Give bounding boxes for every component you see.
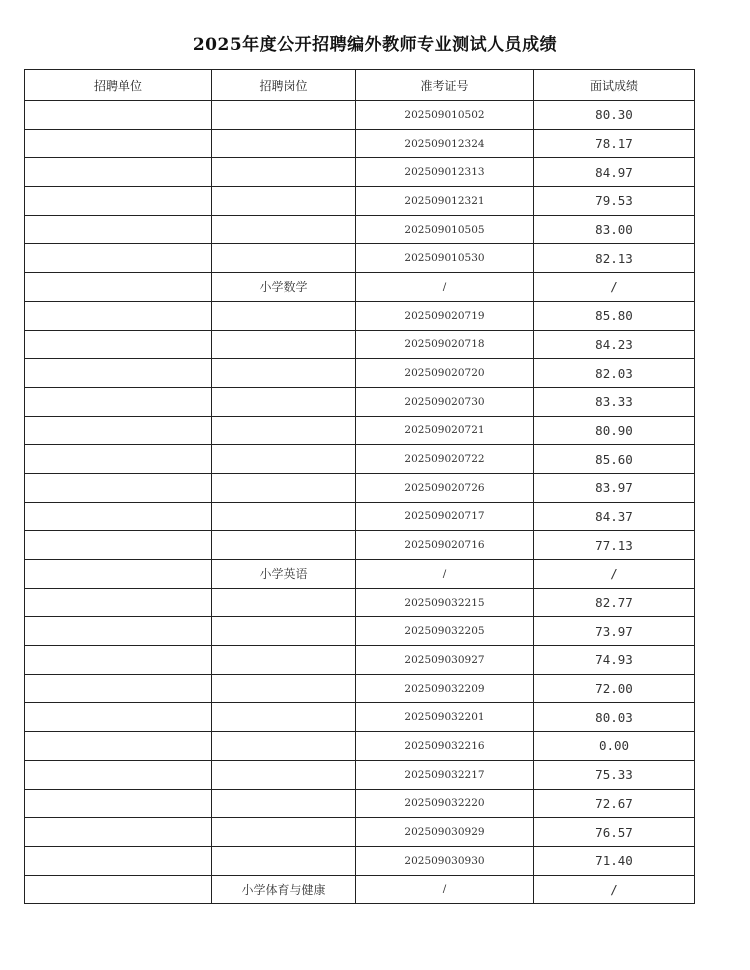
table-row xyxy=(25,129,695,158)
score-cell: 80.03 xyxy=(534,703,695,732)
post-cell xyxy=(212,760,356,789)
exam-number-cell: 202509020719 xyxy=(356,301,534,330)
header-interview-score: 面试成绩 xyxy=(534,70,695,101)
score-cell: 79.53 xyxy=(534,187,695,216)
exam-number-cell: 202509032205 xyxy=(356,617,534,646)
table-row xyxy=(25,502,695,531)
header-recruiting-post: 招聘岗位 xyxy=(212,70,356,101)
exam-number-cell: 202509012321 xyxy=(356,187,534,216)
unit-cell xyxy=(25,445,212,474)
table-row xyxy=(25,818,695,847)
header-exam-number: 准考证号 xyxy=(356,70,534,101)
post-cell xyxy=(212,158,356,187)
table-row xyxy=(25,531,695,560)
post-cell xyxy=(212,129,356,158)
table-row xyxy=(25,273,695,302)
exam-number-cell: 202509010505 xyxy=(356,215,534,244)
unit-cell xyxy=(25,560,212,589)
table-row xyxy=(25,646,695,675)
exam-number-cell: / xyxy=(356,875,534,904)
table-body xyxy=(25,101,695,904)
exam-number-cell: 202509012324 xyxy=(356,129,534,158)
exam-number-cell: 202509032220 xyxy=(356,789,534,818)
unit-cell xyxy=(25,531,212,560)
unit-cell xyxy=(25,359,212,388)
exam-number-cell: 202509020722 xyxy=(356,445,534,474)
score-cell: 73.97 xyxy=(534,617,695,646)
exam-number-cell: 202509020716 xyxy=(356,531,534,560)
score-cell: 84.97 xyxy=(534,158,695,187)
post-cell xyxy=(212,617,356,646)
post-cell xyxy=(212,359,356,388)
post-cell xyxy=(212,732,356,761)
exam-number-cell: 202509012313 xyxy=(356,158,534,187)
exam-number-cell: 202509032216 xyxy=(356,732,534,761)
score-cell: 71.40 xyxy=(534,846,695,875)
exam-number-cell: / xyxy=(356,560,534,589)
table-row xyxy=(25,674,695,703)
unit-cell xyxy=(25,273,212,302)
post-cell xyxy=(212,187,356,216)
table-row xyxy=(25,760,695,789)
unit-cell xyxy=(25,760,212,789)
unit-cell xyxy=(25,646,212,675)
unit-cell xyxy=(25,502,212,531)
unit-cell xyxy=(25,732,212,761)
exam-number-cell: 202509020730 xyxy=(356,387,534,416)
exam-number-cell: 202509020721 xyxy=(356,416,534,445)
post-cell xyxy=(212,588,356,617)
post-cell xyxy=(212,473,356,502)
unit-cell xyxy=(25,846,212,875)
exam-number-cell: 202509020720 xyxy=(356,359,534,388)
unit-cell xyxy=(25,244,212,273)
exam-number-cell: 202509032217 xyxy=(356,760,534,789)
exam-number-cell: 202509032215 xyxy=(356,588,534,617)
table-row xyxy=(25,215,695,244)
score-cell: 0.00 xyxy=(534,732,695,761)
score-cell: 83.97 xyxy=(534,473,695,502)
score-cell: / xyxy=(534,875,695,904)
exam-number-cell: 202509030930 xyxy=(356,846,534,875)
score-cell: 82.13 xyxy=(534,244,695,273)
unit-cell xyxy=(25,818,212,847)
table-row xyxy=(25,588,695,617)
table-row xyxy=(25,703,695,732)
score-cell: 74.93 xyxy=(534,646,695,675)
post-cell xyxy=(212,646,356,675)
unit-cell xyxy=(25,215,212,244)
table-row xyxy=(25,875,695,904)
table-row xyxy=(25,789,695,818)
score-cell: 84.37 xyxy=(534,502,695,531)
table-row xyxy=(25,101,695,130)
table-row xyxy=(25,301,695,330)
table-row xyxy=(25,330,695,359)
score-cell: 72.00 xyxy=(534,674,695,703)
table-row xyxy=(25,473,695,502)
exam-number-cell: 202509032209 xyxy=(356,674,534,703)
table-header-row xyxy=(25,70,695,101)
table-row xyxy=(25,617,695,646)
table-row xyxy=(25,359,695,388)
score-cell: 76.57 xyxy=(534,818,695,847)
post-cell xyxy=(212,301,356,330)
post-cell xyxy=(212,846,356,875)
post-cell xyxy=(212,818,356,847)
unit-cell xyxy=(25,473,212,502)
table-row xyxy=(25,187,695,216)
unit-cell xyxy=(25,330,212,359)
post-cell xyxy=(212,330,356,359)
score-cell: 82.03 xyxy=(534,359,695,388)
score-cell: 80.90 xyxy=(534,416,695,445)
exam-number-cell: 202509030929 xyxy=(356,818,534,847)
score-cell: 72.67 xyxy=(534,789,695,818)
post-cell xyxy=(212,703,356,732)
post-cell xyxy=(212,502,356,531)
post-cell xyxy=(212,531,356,560)
unit-cell xyxy=(25,674,212,703)
post-cell: 小学数学 xyxy=(212,273,356,302)
table-row xyxy=(25,732,695,761)
unit-cell xyxy=(25,588,212,617)
score-cell: 84.23 xyxy=(534,330,695,359)
exam-number-cell: 202509020717 xyxy=(356,502,534,531)
post-cell xyxy=(212,416,356,445)
unit-cell xyxy=(25,101,212,130)
table-row xyxy=(25,560,695,589)
post-cell xyxy=(212,101,356,130)
post-cell: 小学体育与健康 xyxy=(212,875,356,904)
unit-cell xyxy=(25,187,212,216)
unit-cell xyxy=(25,129,212,158)
score-cell: / xyxy=(534,273,695,302)
unit-cell xyxy=(25,301,212,330)
table-row xyxy=(25,244,695,273)
score-cell: 85.60 xyxy=(534,445,695,474)
unit-cell xyxy=(25,703,212,732)
exam-number-cell: 202509020718 xyxy=(356,330,534,359)
post-cell: 小学英语 xyxy=(212,560,356,589)
table-row xyxy=(25,387,695,416)
exam-number-cell: 202509020726 xyxy=(356,473,534,502)
table-row xyxy=(25,846,695,875)
exam-number-cell: 202509030927 xyxy=(356,646,534,675)
score-cell: 83.00 xyxy=(534,215,695,244)
unit-cell xyxy=(25,387,212,416)
unit-cell xyxy=(25,158,212,187)
score-cell: 82.77 xyxy=(534,588,695,617)
score-cell: 75.33 xyxy=(534,760,695,789)
exam-number-cell: 202509010530 xyxy=(356,244,534,273)
unit-cell xyxy=(25,416,212,445)
post-cell xyxy=(212,789,356,818)
post-cell xyxy=(212,445,356,474)
unit-cell xyxy=(25,875,212,904)
post-cell xyxy=(212,215,356,244)
unit-cell xyxy=(25,789,212,818)
post-cell xyxy=(212,387,356,416)
score-table xyxy=(24,69,695,904)
score-cell: 83.33 xyxy=(534,387,695,416)
exam-number-cell: / xyxy=(356,273,534,302)
page-title: 2025年度公开招聘编外教师专业测试人员成绩 xyxy=(192,35,558,55)
exam-number-cell: 202509032201 xyxy=(356,703,534,732)
score-cell: / xyxy=(534,560,695,589)
table-row xyxy=(25,416,695,445)
score-cell: 85.80 xyxy=(534,301,695,330)
header-recruiting-unit: 招聘单位 xyxy=(25,70,212,101)
unit-cell xyxy=(25,617,212,646)
post-cell xyxy=(212,674,356,703)
score-cell: 78.17 xyxy=(534,129,695,158)
table-row xyxy=(25,445,695,474)
score-cell: 80.30 xyxy=(534,101,695,130)
exam-number-cell: 202509010502 xyxy=(356,101,534,130)
score-cell: 77.13 xyxy=(534,531,695,560)
post-cell xyxy=(212,244,356,273)
table-row xyxy=(25,158,695,187)
